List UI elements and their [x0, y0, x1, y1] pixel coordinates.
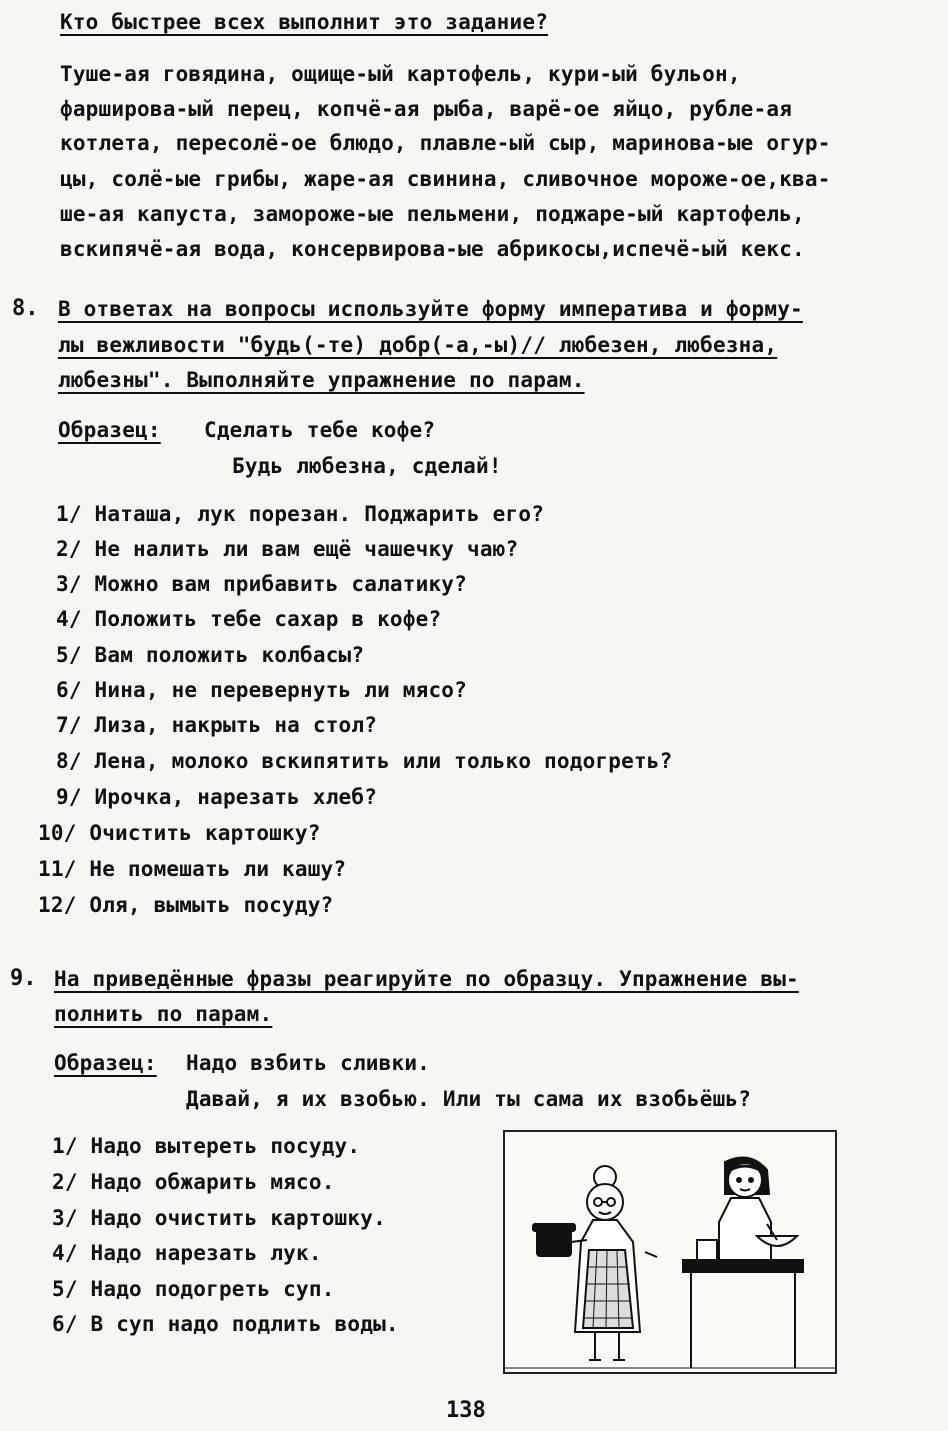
exercise-title-line: В ответах на вопросы используйте форму императива и форму- — [58, 297, 803, 321]
list-item: 5/ Вам положить колбасы? — [56, 643, 365, 667]
list-item: 1/ Надо вытереть посуду. — [52, 1134, 361, 1158]
list-item: 1/ Наташа, лук порезан. Поджарить его? — [56, 502, 545, 526]
sample-question: Сделать тебе кофе? — [204, 418, 436, 442]
list-item: 5/ Надо подогреть суп. — [52, 1277, 335, 1301]
list-item: 4/ Надо нарезать лук. — [52, 1241, 322, 1265]
list-item: 7/ Лиза, накрыть на стол? — [56, 713, 378, 737]
list-item: 3/ Можно вам прибавить салатику? — [56, 572, 467, 596]
list-item: 10/ Очистить картошку? — [38, 821, 321, 845]
list-item: 12/ Оля, вымыть посуду? — [38, 893, 334, 917]
list-item: 11/ Не помешать ли кашу? — [38, 857, 347, 881]
sample-label: Образец: — [58, 418, 161, 442]
list-item: 3/ Надо очистить картошку. — [52, 1206, 386, 1230]
list-item: 2/ Не налить ли вам ещё чашечку чаю? — [56, 537, 519, 561]
exercise-title-line: любезны". Выполняйте упражнение по парам. — [58, 368, 585, 392]
task-title: Кто быстрее всех выполнит это задание? — [60, 10, 549, 34]
word-line: фарширова-ый перец, копчё-ая рыба, варё-ое яйцо, рубле-ая — [60, 97, 793, 121]
cooking-women-drawing — [505, 1132, 835, 1372]
list-item: 6/ В суп надо подлить воды. — [52, 1312, 399, 1336]
word-line: котлета, пересолё-ое блюдо, плавле-ый сыр, маринова-ые огур- — [60, 131, 831, 155]
word-line: вскипячё-ая вода, консервирова-ые абрикосы,испечё-ый кекс. — [60, 237, 805, 261]
list-item: 8/ Лена, молоко вскипятить или только подогреть? — [56, 749, 673, 773]
bleed-through-texture — [560, 20, 920, 1220]
exercise-number: 9. — [10, 966, 37, 991]
word-line: ше-ая капуста, замороже-ые пельмени, поджаре-ый картофель, — [60, 202, 805, 226]
cooking-illustration — [503, 1130, 837, 1374]
sample-question: Надо взбить сливки. — [186, 1051, 431, 1075]
list-item: 9/ Ирочка, нарезать хлеб? — [56, 785, 378, 809]
list-item: 2/ Надо обжарить мясо. — [52, 1170, 335, 1194]
exercise-title-line: лы вежливости "будь(-те) добр(-а,-ы)// любезен, любезна, — [58, 333, 778, 357]
exercise-title-line: полнить по парам. — [54, 1002, 273, 1026]
word-line: цы, солё-ые грибы, жаре-ая свинина, сливочное мороже-ое,ква- — [60, 167, 831, 191]
page-number: 138 — [446, 1398, 486, 1423]
sample-answer: Давай, я их взобью. Или ты сама их взобьёшь? — [186, 1087, 752, 1111]
list-item: 4/ Положить тебе сахар в кофе? — [56, 607, 442, 631]
sample-answer: Будь любезна, сделай! — [232, 454, 502, 478]
list-item: 6/ Нина, не перевернуть ли мясо? — [56, 678, 467, 702]
sample-label: Образец: — [54, 1051, 157, 1075]
word-line: Туше-ая говядина, ощище-ый картофель, кури-ый бульон, — [60, 62, 741, 86]
exercise-number: 8. — [12, 296, 39, 321]
exercise-title-line: На приведённые фразы реагируйте по образцу. Упражнение вы- — [54, 967, 799, 991]
